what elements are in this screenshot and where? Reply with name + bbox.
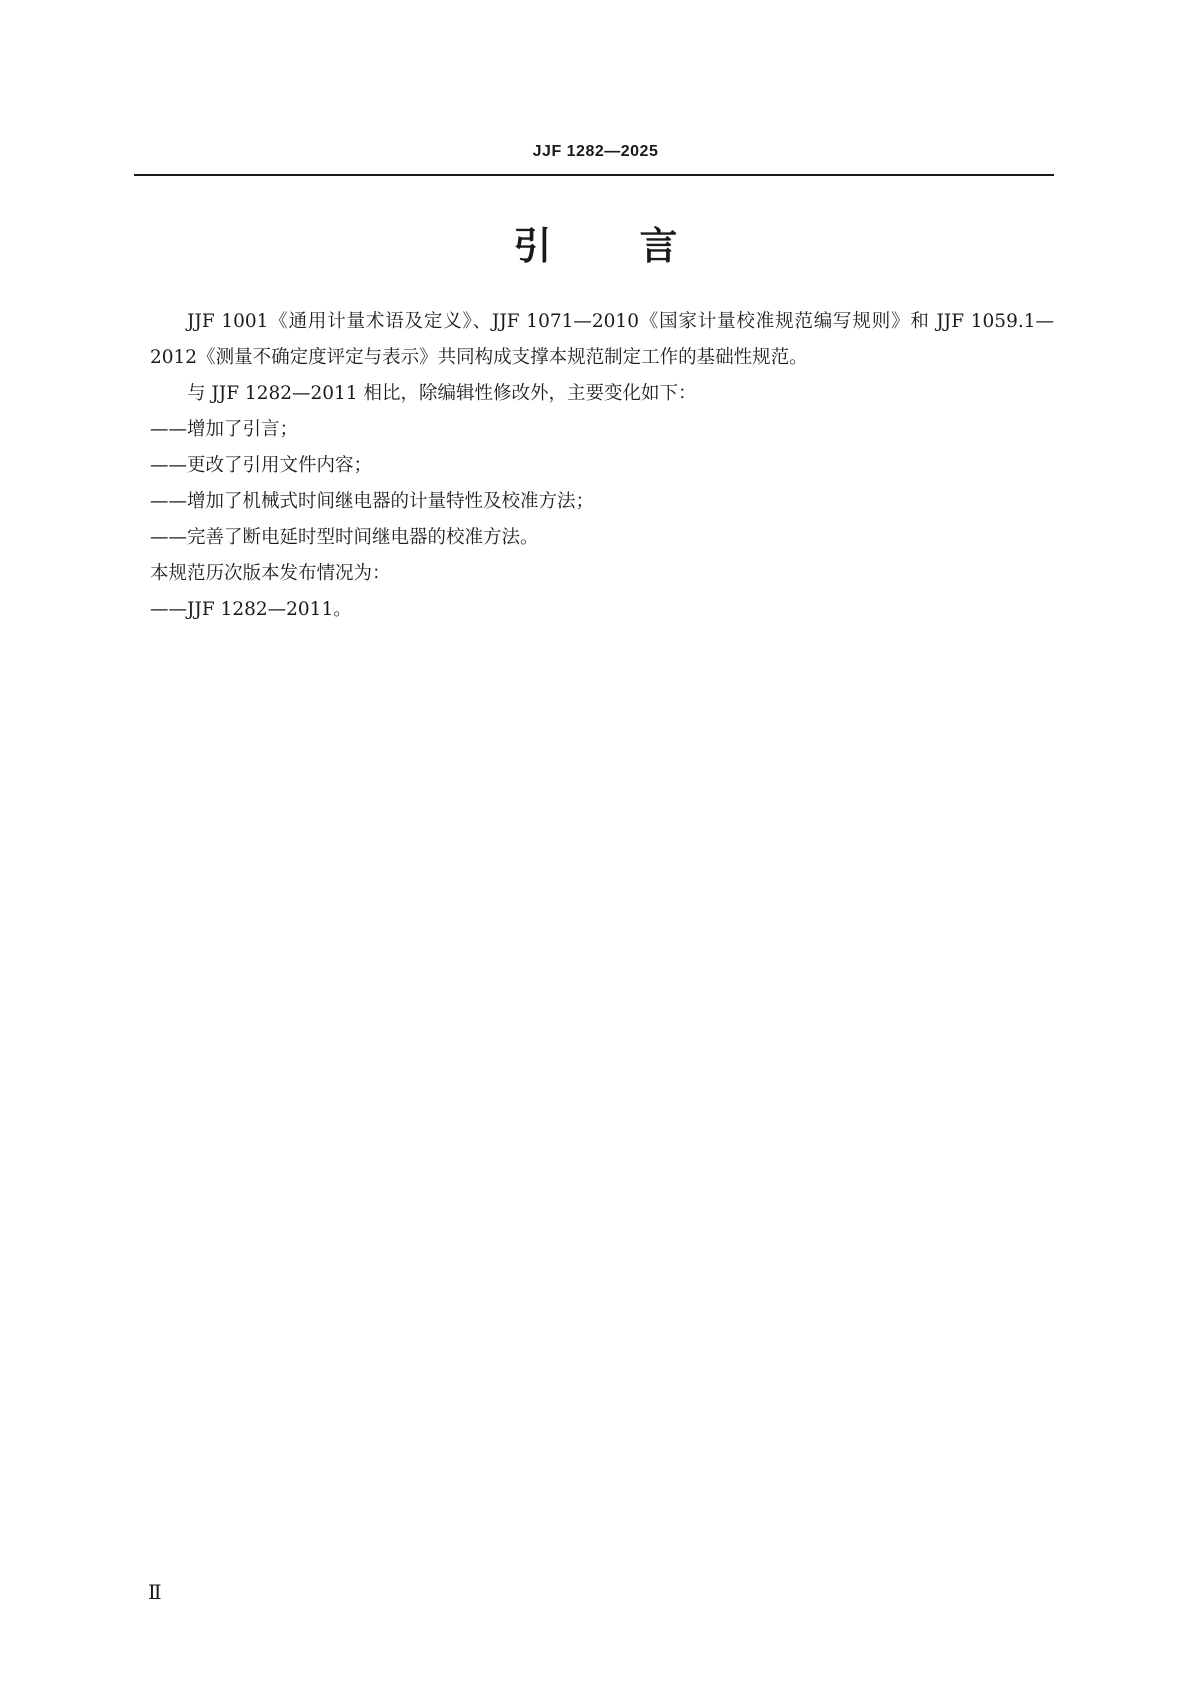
change-item: ——完善了断电延时型时间继电器的校准方法。 [150, 527, 539, 548]
history-item: ——JJF 1282—2011。 [150, 599, 352, 620]
intro-paragraph: JJF 1001《通用计量术语及定义》、JJF 1071—2010《国家计量校准规范编写规则》和 JJF 1059.1—2012《测量不确定度评定与表示》共同构成支撑本规范制定工作的基础性规范。 [150, 311, 1054, 368]
changes-intro-paragraph: 与 JJF 1282—2011 相比，除编辑性修改外，主要变化如下： [187, 383, 697, 404]
document-header-code: JJF 1282—2025 [532, 143, 659, 160]
history-intro: 本规范历次版本发布情况为： [150, 563, 391, 584]
page-title: 引言 [513, 224, 766, 268]
header-divider [134, 174, 1054, 176]
page-number: Ⅱ [148, 1580, 162, 1604]
change-item: ——增加了机械式时间继电器的计量特性及校准方法； [150, 491, 595, 512]
body-content [150, 304, 1054, 628]
change-item: ——增加了引言； [150, 419, 299, 440]
change-item: ——更改了引用文件内容； [150, 455, 373, 476]
